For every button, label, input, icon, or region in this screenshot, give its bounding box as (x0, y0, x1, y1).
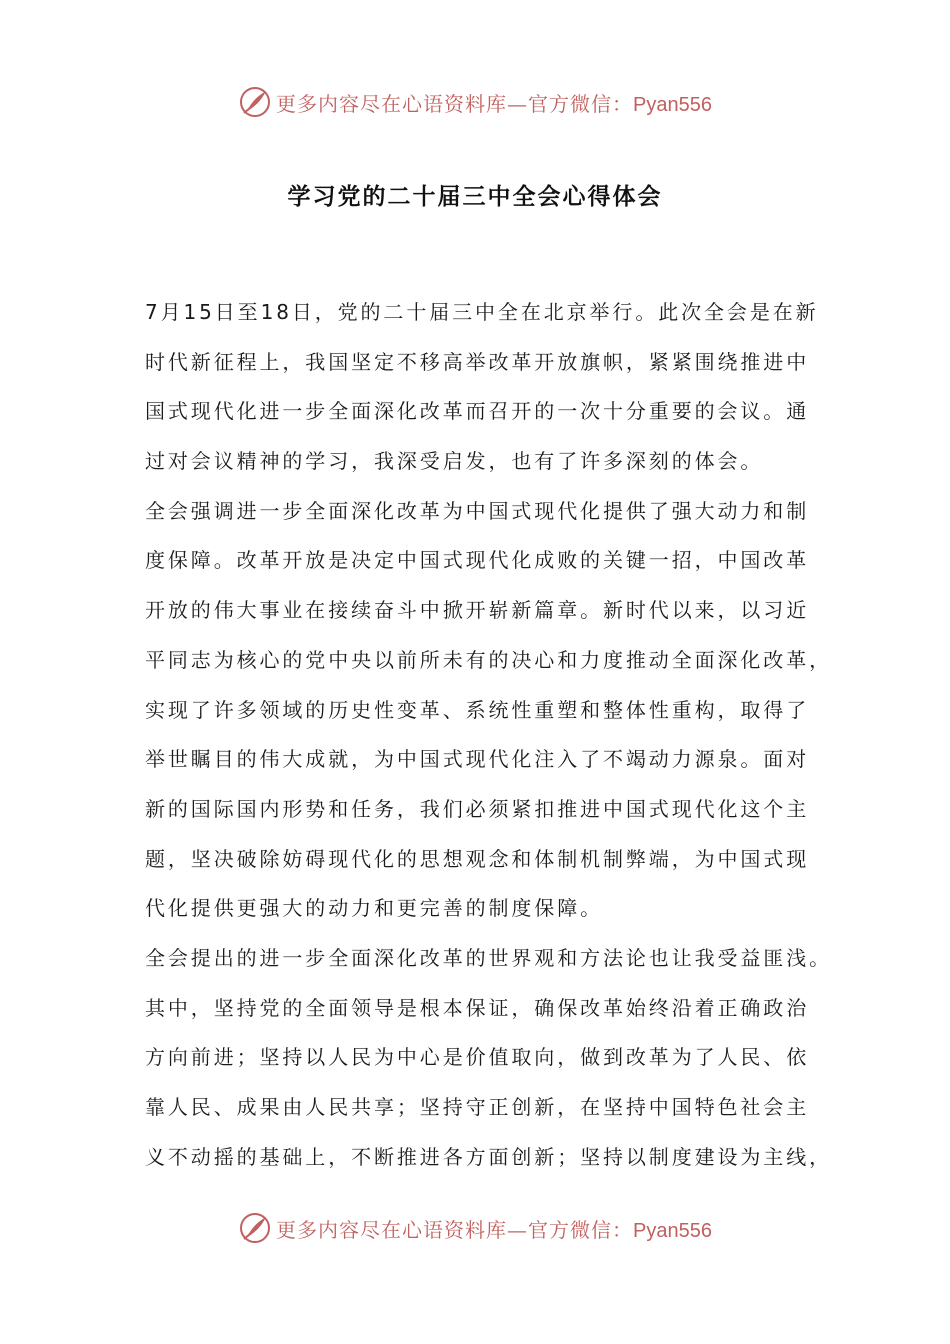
text-line: 义不动摇的基础上，不断推进各方面创新；坚持以制度建设为主线， (145, 1144, 832, 1169)
quill-pen-icon (238, 1211, 272, 1245)
watermark-text: 更多内容尽在心语资料库—官方微信：Pyan556 (276, 1217, 712, 1242)
text-line: 题，坚决破除妨碍现代化的思想观念和体制机制弊端，为中国式现 (145, 846, 810, 871)
text-line: 国式现代化进一步全面深化改革而召开的一次十分重要的会议。通 (145, 399, 810, 424)
page-title: 学习党的二十届三中全会心得体会 (287, 184, 663, 210)
text-line: 7月15日至18日，党的二十届三中全在北京举行。此次全会是在新 (145, 300, 819, 324)
text-line: 新的国际国内形势和任务，我们必须紧扣推进中国式现代化这个主 (145, 796, 810, 821)
text-line: 开放的伟大事业在接续奋斗中掀开崭新篇章。新时代以来，以习近 (145, 598, 810, 623)
header-watermark (0, 82, 950, 122)
text-line: 平同志为核心的党中央以前所未有的决心和力度推动全面深化改革， (145, 647, 832, 672)
text-line: 过对会议精神的学习，我深受启发，也有了许多深刻的体会。 (145, 449, 764, 474)
text-line: 靠人民、成果由人民共享；坚持守正创新，在坚持中国特色社会主 (145, 1095, 810, 1119)
text-line: 方向前进；坚持以人民为中心是价值取向，做到改革为了人民、依 (145, 1045, 810, 1070)
text-line: 全会提出的进一步全面深化改革的世界观和方法论也让我受益匪浅。 (145, 945, 832, 970)
text-line: 其中，坚持党的全面领导是根本保证，确保改革始终沿着正确政治 (145, 995, 810, 1020)
footer-watermark (0, 1208, 950, 1248)
text-line: 代化提供更强大的动力和更完善的制度保障。 (145, 896, 603, 921)
wechat-id: Pyan556 (633, 93, 712, 116)
text-line: 实现了许多领域的历史性变革、系统性重塑和整体性重构，取得了 (145, 697, 810, 722)
wechat-id: Pyan556 (633, 1219, 712, 1242)
text-line: 全会强调进一步全面深化改革为中国式现代化提供了强大动力和制 (145, 498, 810, 523)
text-line: 时代新征程上，我国坚定不移高举改革开放旗帜，紧紧围绕推进中 (145, 349, 810, 374)
article-body (145, 288, 832, 1182)
text-line: 举世瞩目的伟大成就，为中国式现代化注入了不竭动力源泉。面对 (145, 747, 810, 772)
watermark-text: 更多内容尽在心语资料库—官方微信：Pyan556 (276, 91, 712, 116)
text-line: 度保障。改革开放是决定中国式现代化成败的关键一招，中国改革 (145, 548, 810, 573)
quill-pen-icon (238, 85, 272, 119)
